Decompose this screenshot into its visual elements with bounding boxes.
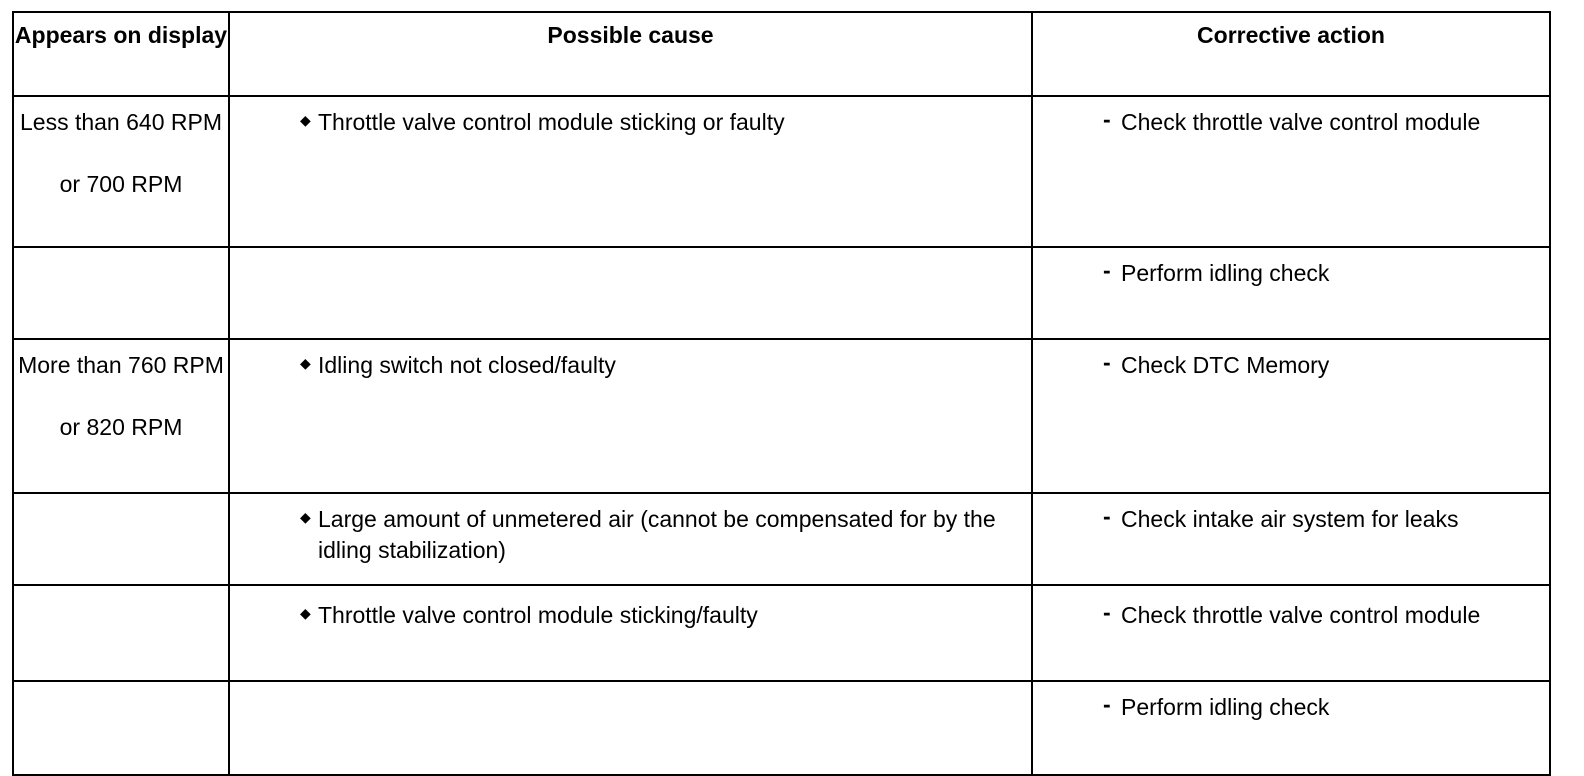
- action-cell: [1032, 339, 1550, 493]
- cause-item: [300, 107, 1001, 138]
- cause-text: Throttle valve control module sticking/faulty: [318, 602, 758, 628]
- action-cell: [1032, 96, 1550, 247]
- cause-text: Large amount of unmetered air (cannot be compensated for by the idling stabilization): [318, 506, 996, 563]
- cause-text: Throttle valve control module sticking or faulty: [318, 109, 785, 135]
- cause-cell: [229, 585, 1032, 681]
- dash-bullet-icon: -: [1103, 257, 1111, 283]
- action-item: [1103, 504, 1529, 535]
- dash-bullet-icon: -: [1103, 599, 1111, 625]
- action-item: [1103, 107, 1529, 138]
- display-cell: [13, 585, 229, 681]
- table-row: [13, 247, 1550, 339]
- table-row: [13, 96, 1550, 247]
- cause-cell: [229, 339, 1032, 493]
- action-cell: [1032, 247, 1550, 339]
- display-cell: [13, 681, 229, 775]
- diagnosis-table: [12, 11, 1551, 776]
- action-text: Check throttle valve control module: [1121, 602, 1481, 628]
- display-cell: [13, 493, 229, 585]
- header-possible-cause: Possible cause: [229, 12, 1032, 96]
- diamond-bullet-icon: ◆: [300, 605, 311, 621]
- dash-bullet-icon: -: [1103, 503, 1111, 529]
- cause-cell: [229, 681, 1032, 775]
- display-value-alt: or 820 RPM: [59, 414, 183, 440]
- cause-cell: [229, 96, 1032, 247]
- table-row: [13, 339, 1550, 493]
- table-row: [13, 681, 1550, 775]
- cause-item: [300, 350, 1001, 381]
- display-cell: [13, 247, 229, 339]
- table-row: [13, 493, 1550, 585]
- dash-bullet-icon: -: [1103, 349, 1111, 375]
- header-corrective-action: Corrective action: [1032, 12, 1550, 96]
- action-text: Perform idling check: [1121, 694, 1330, 720]
- diamond-bullet-icon: ◆: [300, 355, 311, 371]
- display-value: More than 760 RPM: [18, 352, 224, 378]
- header-appears-on-display: Appears on display: [13, 12, 229, 96]
- action-item: [1103, 258, 1529, 289]
- action-cell: [1032, 585, 1550, 681]
- diamond-bullet-icon: ◆: [300, 509, 311, 525]
- action-cell: [1032, 493, 1550, 585]
- action-text: Perform idling check: [1121, 260, 1330, 286]
- cause-text: Idling switch not closed/faulty: [318, 352, 616, 378]
- cause-item: [300, 600, 1001, 631]
- cause-item: [300, 504, 1001, 566]
- display-cell: [13, 339, 229, 493]
- display-cell: [13, 96, 229, 247]
- header-row: [13, 12, 1550, 96]
- diamond-bullet-icon: ◆: [300, 112, 311, 128]
- action-cell: [1032, 681, 1550, 775]
- action-item: [1103, 600, 1529, 631]
- cause-cell: [229, 247, 1032, 339]
- cause-cell: [229, 493, 1032, 585]
- action-item: [1103, 692, 1529, 723]
- action-text: Check intake air system for leaks: [1121, 506, 1459, 532]
- table-row: [13, 585, 1550, 681]
- action-text: Check DTC Memory: [1121, 352, 1330, 378]
- display-value: Less than 640 RPM: [19, 109, 222, 135]
- action-text: Check throttle valve control module: [1121, 109, 1481, 135]
- action-item: [1103, 350, 1529, 381]
- dash-bullet-icon: -: [1103, 106, 1111, 132]
- dash-bullet-icon: -: [1103, 691, 1111, 717]
- display-value-alt: or 700 RPM: [59, 171, 183, 197]
